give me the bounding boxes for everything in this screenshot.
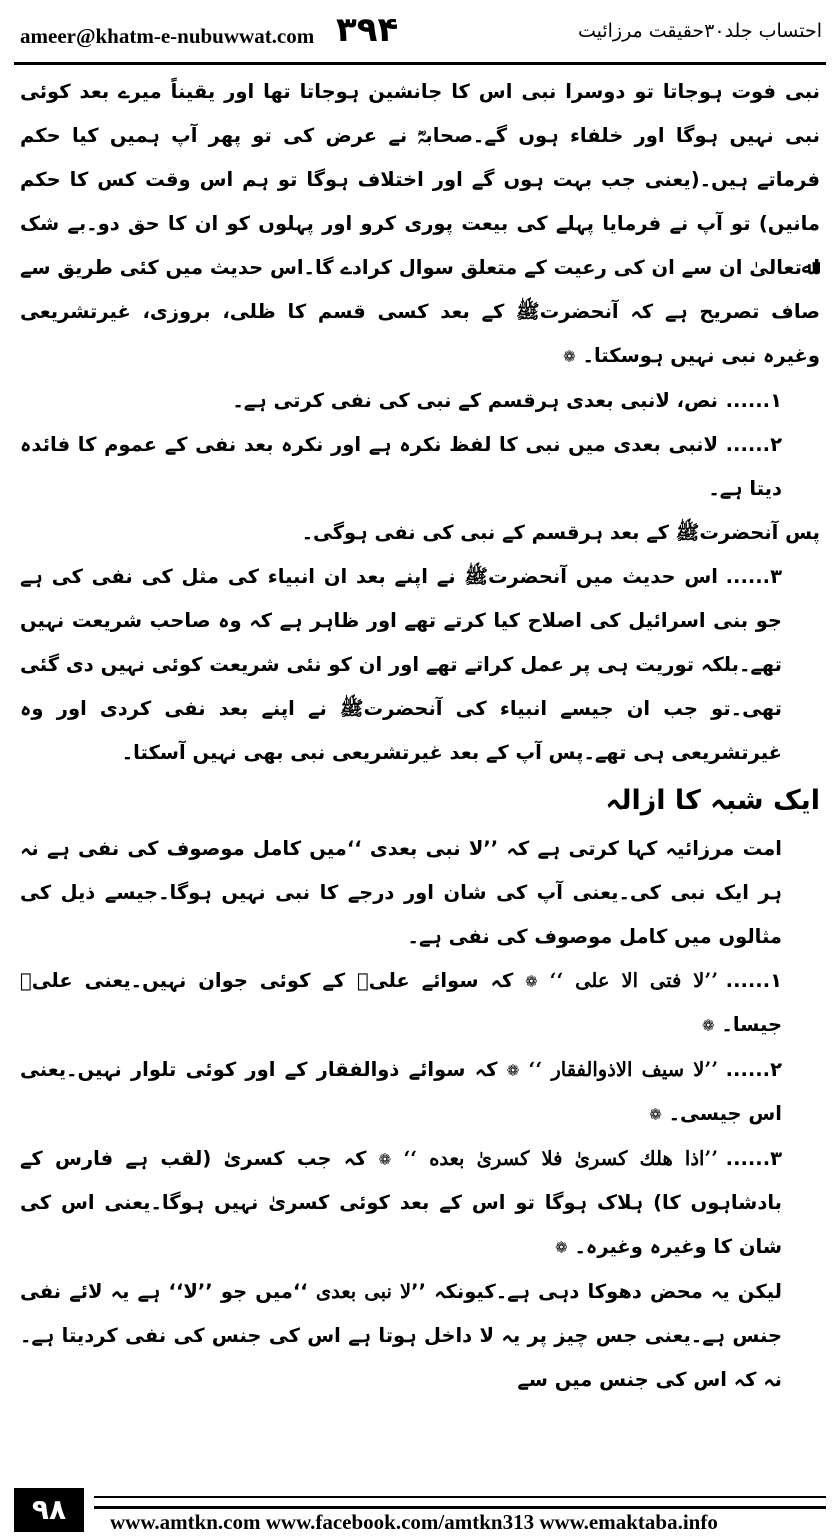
- arabic-quote: ’’لا فتی الا علی ‘‘: [549, 968, 719, 992]
- footer-page-number: ۹۸: [14, 1488, 84, 1532]
- arabic-quote: ’’لا سیف الاذوالفقار ‘‘: [528, 1057, 718, 1081]
- section-heading: ایک شبہ کا ازالہ: [605, 784, 820, 816]
- paragraph-conclusion: پس آنحضرتﷺ کے بعد ہرقسم کے نبی کی نفی ہوگی۔: [301, 520, 820, 544]
- flower-ornament-icon: ❁: [702, 1016, 715, 1035]
- flower-ornament-icon: ❁: [649, 1105, 662, 1124]
- item-number: ۳......: [725, 1146, 783, 1170]
- list-item: ۲......لانبی بعدی میں نبی کا لفظ نکرہ ہے اور نکرہ بعد نفی کے عموم کا فائدہ دیتا ہے۔: [20, 423, 820, 511]
- arabic-quote: لا نبی بعدی: [315, 1279, 412, 1303]
- page-footer: [14, 1484, 826, 1536]
- header-email[interactable]: ameer@khatm-e-nubuwwat.com: [20, 24, 315, 48]
- flower-ornament-icon: ❁: [555, 1238, 568, 1257]
- example-item: ۳......’’اذا ھلك كسریٰ فلا كسریٰ بعده ‘‘ ❁ کہ جب کسریٰ (لقب ہے فارس کے بادشاہوں کا) ہلاک ہوگا تو اس کے بعد کوئی کسریٰ نہیں ہوگا۔یعنی اس کی شان کا وغیرہ وغیرہ۔ ❁: [20, 1137, 820, 1270]
- item-number: ۱......: [725, 968, 783, 992]
- flower-ornament-icon: ❁: [525, 972, 538, 990]
- paragraph-rebuttal: لیکن یہ محض دھوکا دہی ہے۔کیونکہ ’’لا نبی بعدی ‘‘میں جو ’’لا‘‘ ہے یہ لائے نفی جنس ہے۔یعنی جس چیز پر یہ لا داخل ہوتا ہے اس کی جنس کی نفی کردیتا ہے۔نہ کہ اس کی جنس میں سے: [20, 1279, 782, 1391]
- flower-ornament-icon: ❁: [506, 1061, 520, 1079]
- item-number: ۱......: [725, 388, 782, 412]
- page-header: [14, 8, 826, 58]
- item-number: ۲......: [725, 432, 782, 456]
- header-divider: [14, 62, 826, 65]
- footer-divider: [94, 1496, 826, 1509]
- list-item: ۳......اس حدیث میں آنحضرتﷺ نے اپنے بعد ان انبیاء کی مثل کی نفی کی ہے جو بنی اسرائیل کی اصلاح کیا کرتے تھے اور ظاہر ہے کہ وہ صاحب شریعت نہیں تھے۔بلکہ توریت ہی پر عمل کراتے تھے اور ان کو نئی شریعت کوئی نہیں دی گئی تھی۔تو جب ان جیسے انبیاء کی آنحضرتﷺ نے اپنے بعد نفی کردی اور وہ غیرتشریعی ہی تھے۔پس آپ کے بعد غیرتشریعی نبی بھی نہیں آسکتا۔: [20, 555, 820, 775]
- list-item: ۱......نص، لانبی بعدی ہرقسم کے نبی کی نفی کرتی ہے۔: [20, 379, 820, 423]
- item-number: ۳......: [725, 564, 782, 588]
- flower-ornament-icon: ❁: [563, 347, 576, 366]
- paragraph-objection: امت مرزائیہ کہا کرتی ہے کہ ’’لا نبی بعدی ‘‘میں کامل موصوف کی نفی ہے نہ ہر ایک نبی کی۔یعنی آپ کی شان اور درجے کا نبی نہیں ہوگا۔جیسے ذیل کی مثالوں میں کامل موصوف کی نفی ہے۔: [20, 836, 782, 948]
- header-book-title: احتساب جلد۳۰حقیقت مرزائیت: [577, 20, 822, 42]
- arabic-quote: ’’اذا ھلك كسریٰ فلا كسریٰ بعده ‘‘: [403, 1146, 719, 1170]
- header-page-number: ۳۹۴: [336, 10, 399, 50]
- flower-ornament-icon: ❁: [378, 1150, 392, 1168]
- page-body: [20, 70, 820, 1478]
- footer-links[interactable]: www.amtkn.com www.facebook.com/amtkn313 www.emaktaba.info: [110, 1510, 718, 1534]
- example-item: ۲......’’لا سیف الاذوالفقار ‘‘ ❁ کہ سوائے ذوالفقار کے اور کوئی تلوار نہیں۔یعنی اس جیسی۔ ❁: [20, 1048, 820, 1137]
- paragraph-hadith-explanation: نبی فوت ہوجاتا تو دوسرا نبی اس کا جانشین ہوجاتا تھا اور یقیناً میرے بعد کوئی نبی نہیں ہوگا اور خلفاء ہوں گے۔صحابہؓ نے عرض کی تو پھر آپ ہمیں کیا حکم فرماتے ہیں۔(یعنی جب بہت ہوں گے اور اختلاف ہوگا تو ہم اس وقت کس کا حکم مانیں) تو آپ نے فرمایا پہلے کی بیعت پوری کرو اور پہلوں کو ان کا حق دو۔بے شک اﷲتعالیٰ ان سے ان کی رعیت کے متعلق سوال کرادے گا۔اس حدیث میں کئی طریق سے صاف تصریح ہے کہ آنحضرتﷺ کے بعد کسی قسم کا ظلی، بروزی، غیرتشریعی وغیرہ نبی نہیں ہوسکتا۔ ❁: [20, 80, 820, 367]
- item-number: ۲......: [725, 1057, 782, 1081]
- example-item: ۱......’’لا فتی الا علی ‘‘ ❁ کہ سوائے علیؓ کے کوئی جوان نہیں۔یعنی علیؓ جیسا۔ ❁: [20, 959, 820, 1048]
